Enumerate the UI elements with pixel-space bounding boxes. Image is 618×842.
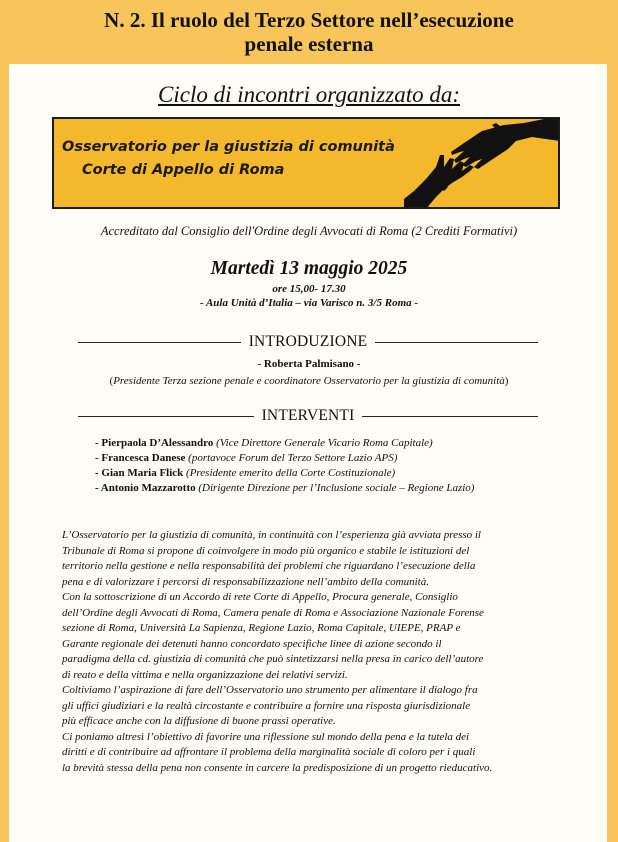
text-line: L’Osservatorio per la giustizia di comunità, in continuità con l’esperienza già avviata presso il [62,529,481,541]
title-line-2: penale esterna [244,32,374,56]
divider [78,416,254,417]
accreditation-note: Accreditato dal Consiglio dell'Ordine degli Avvocati di Roma (2 Crediti Formativi) [100,224,518,238]
list-item [95,466,575,481]
text-line: gli uffici giudiziari e la realtà circostante e contribuire a fornire una risposta giurisdizionale [62,699,471,712]
event-venue: - Aula Unità d’Italia – via Varisco n. 3/5 Roma - [199,297,419,309]
text-line: più efficace anche con la diffusione di buone prassi operative. [62,715,336,727]
page-title [0,8,618,56]
text-line: paradigma della cd. giustizia di comunità che può sintetizzarsi nella presa in carico dell’autore [62,653,484,665]
speaker-role: (Dirigente Direzione per l’Inclusione sociale – Regione Lazio) [198,482,475,494]
text-line: pena e di valorizzare i percorsi di responsabilizzazione nell’ambito della comunità. [62,575,429,588]
paren-close: ) [504,375,509,387]
speaker-role: (Vice Direttore Generale Vicario Roma Capitale) [216,437,433,449]
divider [78,342,241,343]
interventi-heading: INTERVENTI [261,407,355,424]
banner-line-2: Corte di Appello di Roma [82,162,285,178]
speakers-list [95,436,575,496]
introduction-header [78,332,538,352]
reaching-hands-icon [404,119,560,209]
cycle-heading: Ciclo di incontri organizzato da: [158,82,460,107]
divider [375,342,538,343]
speaker-role: (Presidente emerito della Corte Costituzionale) [186,467,396,479]
speaker-name: - Antonio Mazzarotto [95,482,196,494]
text-line: Con la sottoscrizione di un Accordo di rete Corte di Appello, Procura generale, Consiglio [62,591,458,603]
list-item [95,436,575,451]
intro-speaker [0,358,618,370]
list-item [95,481,575,496]
speaker-name: - Pierpaola D’Alessandro [95,437,214,449]
text-line: Garante regionale dei detenuti hanno concordato specifiche linee di azione secondo il [62,637,442,650]
organizer-banner [52,117,560,209]
event-date: Martedì 13 maggio 2025 [210,258,408,279]
intro-speaker-name: - Roberta Palmisano - [257,358,361,370]
speaker-name: - Francesca Danese [95,452,186,464]
introduction-heading: INTRODUZIONE [248,333,368,350]
text-line: la brevità stessa della pena non consente in carcere la predisposizione di un progetto rieducativo. [62,761,493,774]
text-line: Coltiviamo l’aspirazione di fare dell’Osservatorio uno strumento per alimentare il dialogo fra [62,684,478,696]
title-line-1: N. 2. Il ruolo del Terzo Settore nell’esecuzione [104,8,514,32]
event-time: ore 15,00- 17.30 [272,283,346,295]
text-line: Tribunale di Roma si propone di coinvolgere in modo più organico e stabile le istituzioni del [62,544,470,557]
divider [362,416,538,417]
intro-speaker-role-line [0,375,618,387]
text-line: sezione di Roma, Università La Sapienza, Regione Lazio, Roma Capitale, UIEPE, PRAP e [62,622,461,634]
text-line: territorio nella gestione e nella responsabilità dei problemi che riguardano l’esecuzione della [62,560,476,572]
description-text [62,528,562,776]
speaker-name: - Gian Maria Flick [95,467,184,479]
text-line: diritti e di contribuire ad affrontare il problema della marginalità sociale di coloro per i quali [62,746,476,758]
banner-line-1: Osservatorio per la giustizia di comunità [62,139,395,155]
intro-speaker-role: Presidente Terza sezione penale e coordinatore Osservatorio per la giustizia di comunità [113,375,505,387]
interventi-header [78,406,538,426]
text-line: Ci poniamo altresì l’obiettivo di favorire una riflessione sul mondo della pena e la tutela dei [62,730,470,743]
text-line: dell’Ordine degli Avvocati di Roma, Camera penale di Roma e Associazione Nazionale Forense [62,606,484,619]
text-line: di reato e della vittima e nella organizzazione dei relativi servizi. [62,668,348,681]
speaker-role: (portavoce Forum del Terzo Settore Lazio APS) [188,452,398,464]
list-item [95,451,575,466]
paren-open: ( [109,375,114,387]
